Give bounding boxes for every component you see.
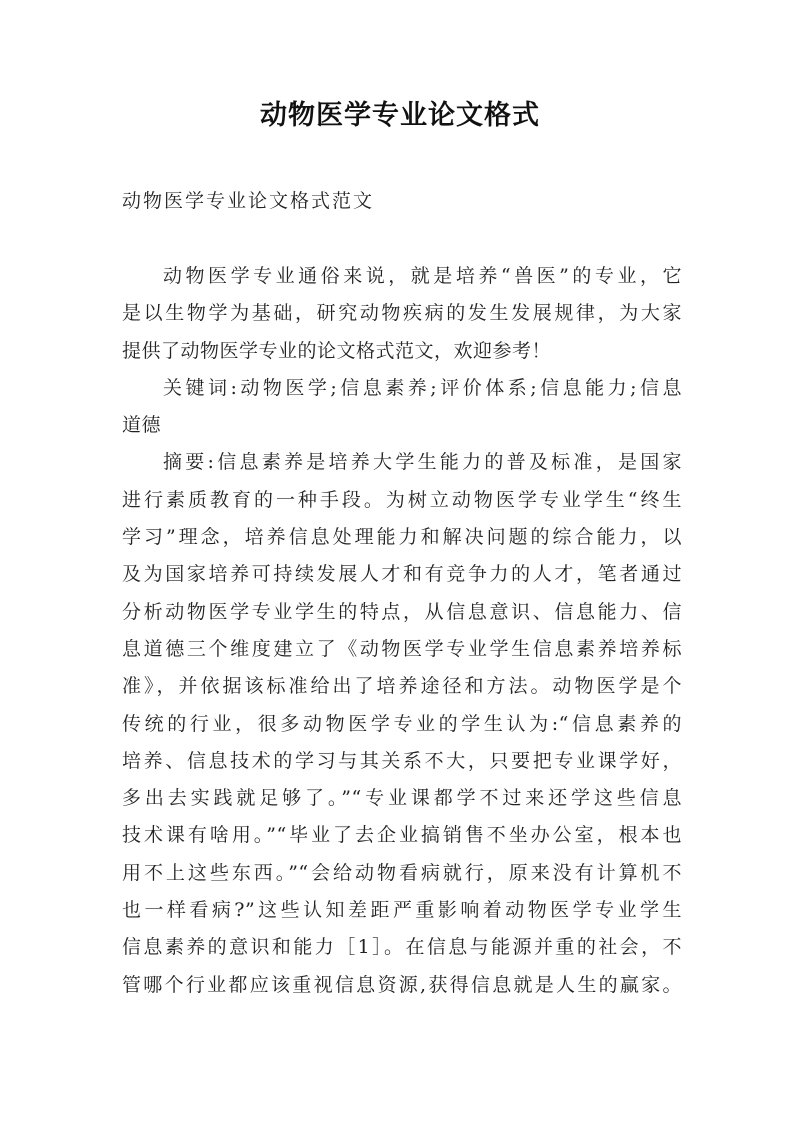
text-line: 准》，并依据该标准给出了培养途径和方法。动物医学是个 <box>122 675 682 698</box>
text-line: 信息素养的意识和能力［1］。在信息与能源并重的社会，不 <box>122 936 682 959</box>
text-line: 摘要:信息素养是培养大学生能力的普及标准，是国家 <box>163 451 682 474</box>
text-line: 道德 <box>122 414 162 437</box>
text-line: 传统的行业，很多动物医学专业的学生认为:“信息素养的 <box>122 712 682 735</box>
abstract-paragraph <box>122 444 682 1003</box>
document-subtitle: 动物医学专业论文格式范文 <box>122 190 375 212</box>
text-line: 动物医学专业通俗来说，就是培养“兽医”的专业，它 <box>163 265 682 287</box>
text-line: 多出去实践就足够了。”“专业课都学不过来还学这些信息 <box>122 787 682 810</box>
document-title: 动物医学专业论文格式 <box>260 100 540 131</box>
text-line: 分析动物医学专业学生的特点，从信息意识、信息能力、信 <box>122 600 682 623</box>
document-body <box>122 258 682 1004</box>
intro-paragraph <box>122 258 682 370</box>
text-line: 管哪个行业都应该重视信息资源,获得信息就是人生的赢家。 <box>122 973 682 996</box>
keywords-paragraph <box>122 370 682 445</box>
text-line: 用不上这些东西。”“会给动物看病就行，原来没有计算机不 <box>122 861 682 884</box>
text-line: 及为国家培养可持续发展人才和有竞争力的人才，笔者通过 <box>122 563 682 586</box>
text-line: 学习”理念，培养信息处理能力和解决问题的综合能力，以 <box>122 526 682 549</box>
text-line: 是以生物学为基础，研究动物疾病的发生发展规律，为大家 <box>122 302 682 325</box>
text-line: 培养、信息技术的学习与其关系不大，只要把专业课学好， <box>122 749 682 772</box>
text-line: 也一样看病?”这些认知差距严重影响着动物医学专业学生 <box>122 899 682 922</box>
text-line: 进行素质教育的一种手段。为树立动物医学专业学生“终生 <box>122 488 682 511</box>
text-line: 技术课有啥用。”“毕业了去企业搞销售不坐办公室，根本也 <box>122 824 682 847</box>
text-line: 提供了动物医学专业的论文格式范文，欢迎参考！ <box>122 339 552 362</box>
text-line: 息道德三个维度建立了《动物医学专业学生信息素养培养标 <box>122 637 682 660</box>
text-line: 关键词:动物医学;信息素养;评价体系;信息能力;信息 <box>163 376 682 399</box>
